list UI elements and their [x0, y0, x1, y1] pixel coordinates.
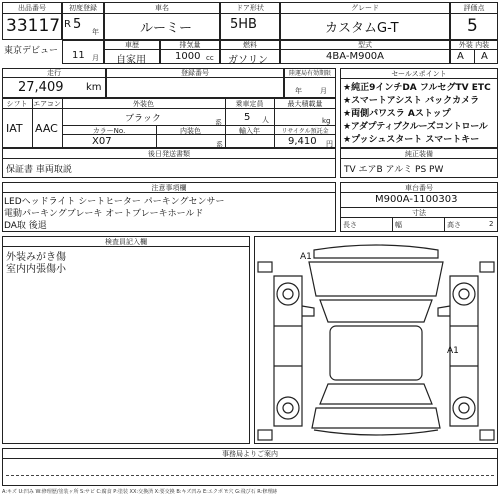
model-code-label: 型式 — [358, 41, 372, 49]
car-name: ルーミー — [140, 21, 193, 36]
later-docs-label: 後日発送書類 — [148, 150, 190, 158]
interior-color-tail: 系 — [216, 141, 223, 149]
ext-score: A — [457, 51, 464, 62]
inspector-note-1: 外装みがき傷 — [6, 252, 66, 263]
standard-equipment: TV エアB アルミ PS PW — [344, 165, 444, 175]
interior-color-label: 内装色 — [180, 127, 201, 135]
recycle-fee-label: リサイクル預託金 — [281, 128, 329, 135]
ext-int-label: 外装 内装 — [458, 41, 490, 49]
score-label: 評価点 — [463, 4, 485, 12]
dims-right-value: 2 — [489, 220, 494, 228]
kg-unit: kg — [322, 117, 331, 125]
color-no-label: カラーNo. — [92, 127, 126, 135]
insp-month-unit: 月 — [320, 87, 327, 95]
note-1: LEDヘッドライト シートヒーター パーキングセンサー — [4, 197, 225, 207]
chassis-label: 車台番号 — [405, 184, 433, 192]
era: R — [64, 19, 71, 30]
recycle-fee: 9,410 — [288, 136, 317, 147]
exterior-color-label: 外装色 — [133, 100, 154, 108]
category: 自家用 — [116, 55, 146, 66]
int-score: A — [481, 51, 488, 62]
model-code: 4BA-M900A — [326, 51, 385, 62]
yen-unit: 円 — [326, 140, 333, 148]
chassis-no: M900A-1100303 — [375, 194, 458, 205]
displacement-label: 排気量 — [179, 41, 201, 49]
car-diagram — [254, 236, 498, 444]
displacement: 1000 — [175, 51, 201, 62]
sales-point-4: ★アダプティブクルーズコントロール — [343, 122, 488, 132]
exterior-color: ブラック — [125, 114, 161, 124]
score: 5 — [467, 16, 478, 36]
persons-unit: 人 — [262, 116, 269, 124]
fuel-label: 燃料 — [243, 41, 257, 49]
cc-unit: cc — [206, 54, 214, 62]
lot-number-label: 出品番号 — [18, 4, 46, 12]
sales-point-5: ★プッシュスタート スマートキー — [343, 135, 480, 145]
shift-label: シフト — [6, 100, 28, 108]
car-name-label: 車名 — [155, 4, 169, 12]
reg-number-label: 登録番号 — [181, 69, 209, 77]
seating-label: 乗車定員 — [235, 100, 264, 108]
note-3: DA取 後退 — [4, 221, 47, 231]
sales-point-1: ★純正9インチDA フルセグTV ETC — [343, 83, 491, 93]
import-year-label: 輸入年 — [239, 127, 260, 135]
inspector-note-2: 室内内張傷小 — [6, 264, 66, 275]
office-label: 事務局よりご案内 — [222, 450, 278, 458]
aircon-label: エアコン — [33, 100, 61, 108]
year: 5 — [73, 17, 82, 32]
insp-year-unit: 年 — [295, 87, 302, 95]
sales-point-3: ★両側パワスラ Aストップ — [343, 109, 451, 119]
month-unit: 月 — [92, 54, 99, 62]
first-reg-label: 初度登録 — [69, 4, 97, 12]
damage-legend: A:キズ U:凹み W:修理歴/塗装ヶ所 S:サビ C:腐食 P:塗装 XX:交換済 X:要交換 B:キズ凹み E:エクボ Y:穴 G:飛び石 R:修理跡 — [2, 489, 278, 495]
month: 11 — [72, 50, 85, 61]
mileage-unit: km — [86, 82, 102, 93]
color-tail: 系 — [215, 119, 222, 127]
sales-point-2: ★スマートアシスト バックカメラ — [343, 96, 480, 106]
shift: IAT — [6, 122, 23, 135]
sales-points-label: セールスポイント — [391, 70, 447, 78]
doors: 5HB — [230, 17, 257, 32]
fuel: ガソリン — [228, 55, 268, 66]
seating: 5 — [244, 112, 251, 123]
inspector-label: 検査員記入欄 — [105, 238, 147, 246]
width-label: 幅 — [395, 221, 402, 229]
mileage-label: 走行 — [47, 69, 61, 77]
grade: カスタムG-T — [325, 21, 399, 36]
damage-mark-front: A1 — [300, 252, 312, 262]
year-unit: 年 — [92, 28, 99, 36]
grade-label: グレード — [351, 4, 379, 12]
note-2: 電動パーキングブレーキ オートブレーキホールド — [4, 209, 204, 219]
doors-label: ドア形状 — [236, 4, 264, 12]
standard-equipment-label: 純正装備 — [405, 150, 433, 158]
dimensions-label: 寸法 — [412, 209, 426, 217]
venue: 東京デビュー — [4, 46, 59, 56]
damage-mark-right: A1 — [447, 346, 459, 356]
color-no: X07 — [92, 136, 112, 147]
payload-label: 最大積載量 — [287, 100, 323, 108]
mileage: 27,409 — [18, 80, 64, 95]
notes-label: 注意事項欄 — [151, 184, 187, 192]
lot-number: 33117 — [6, 16, 61, 36]
inspection-label: 陸運局有効期限 — [288, 70, 331, 77]
aircon: AAC — [35, 122, 58, 135]
category-label: 車歴 — [125, 41, 139, 49]
height-label: 高さ — [447, 221, 461, 229]
later-docs: 保証書 車両取説 — [6, 165, 72, 175]
length-label: 長さ — [343, 221, 357, 229]
